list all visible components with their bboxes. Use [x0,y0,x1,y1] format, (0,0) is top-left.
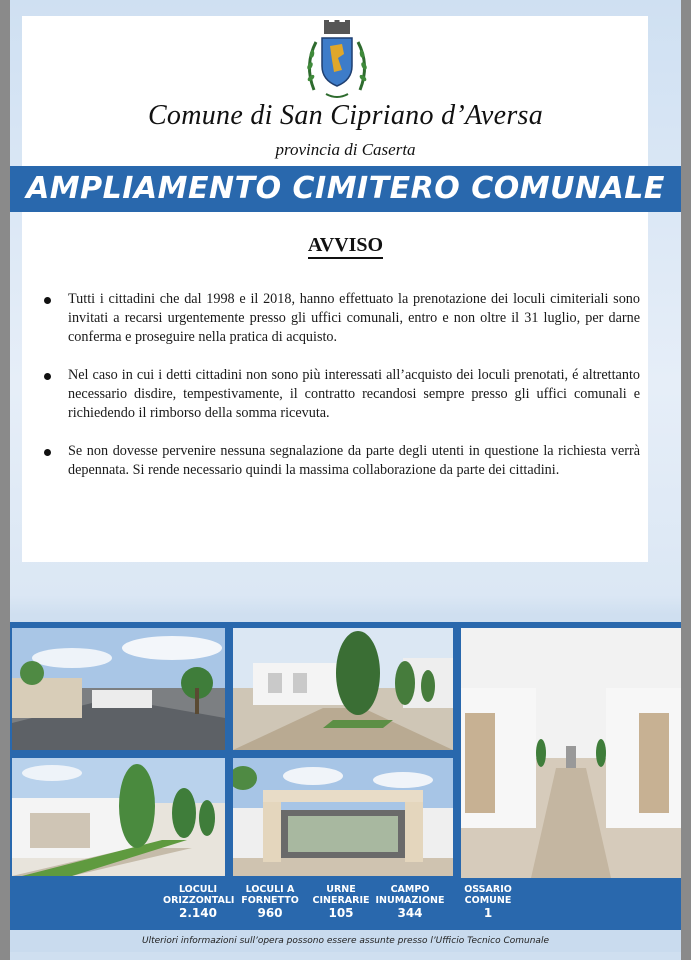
stat-label: OSSARIO COMUNE [464,884,512,906]
title-banner [10,166,681,212]
stat-value: 960 [257,906,283,920]
stat-urne-cinerarie [306,884,376,920]
stat-campo-inumazione [375,884,445,920]
stat-value: 1 [483,906,493,920]
banner-title: AMPLIAMENTO CIMITERO COMUNALE [26,171,665,206]
footer-info: Ulteriori informazioni sull’opera possono essere assunte presso l’Ufficio Tecnico Comunale [10,930,681,952]
rendering-main-gate [233,758,453,876]
notice-list [40,290,640,499]
stat-ossario-comune [453,884,523,920]
rendering-loculi-wall [12,758,225,876]
province-subtitle: provincia di Caserta [275,140,416,159]
stat-value: 105 [328,906,354,920]
notice-heading-text: AVVISO [308,234,383,259]
notice-item: Tutti i cittadini che dal 1998 e il 2018, hanno effettuato la prenotazione dei loculi cimiteriali sono invitati a recarsi urgentemente presso gli uffici comunali, entro e non oltre il 31 luglio, per darne conferma e proseguire nella pratica di acquisto. [40,290,640,347]
stat-value: 2.140 [179,906,217,920]
rendering-aisle [461,628,681,878]
notice-item: Se non dovesse pervenire nessuna segnalazione da parte degli utenti in questione la richiesta verrà depennata. Si rende necessario quindi la massima collaborazione da parte dei cittadini. [40,442,640,480]
stat-label: LOCULI ORIZZONTALI [163,884,235,906]
municipality-title: Comune di San Cipriano d’Aversa [147,100,544,131]
notice-heading [0,234,691,257]
rendering-cypress-plaza [233,628,453,750]
stat-label: CAMPO INUMAZIONE [375,884,445,906]
stat-loculi-fornetto [235,884,305,920]
stat-label: URNE CINERARIE [312,884,370,906]
capacity-stats-bar [10,878,681,930]
stat-value: 344 [397,906,423,920]
stat-label: LOCULI A FORNETTO [241,884,299,906]
renderings-gallery [10,622,681,878]
stat-loculi-orizzontali [163,884,233,920]
coat-of-arms-icon [302,20,372,100]
notice-item: Nel caso in cui i detti cittadini non sono più interessati all’acquisto dei loculi prenotati, é altrettanto necessario disdire, tempestivamente, il contratto recandosi sempre presso gli uffici comunali e richiedendo il rimborso della somma ricevuta. [40,366,640,423]
rendering-entrance-road [12,628,225,750]
